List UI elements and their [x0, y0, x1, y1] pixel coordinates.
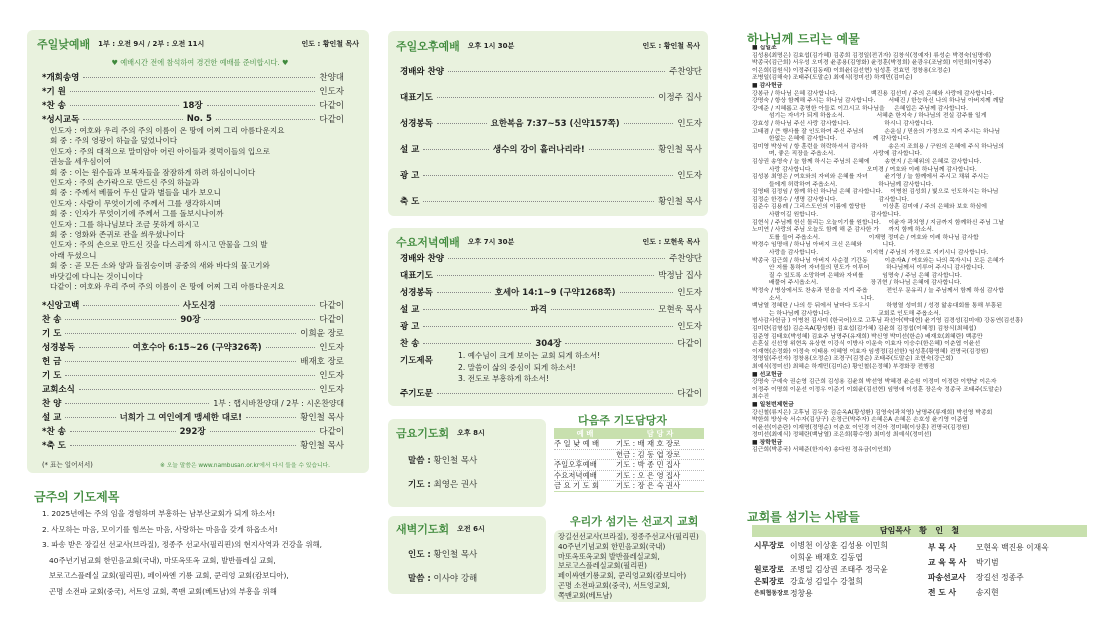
sunday-morning-notice: ♥ 예배시간 전에 참석하여 경건한 예배를 준비합시다. ♥	[111, 58, 289, 67]
order-row: *개회송영 찬양대	[42, 73, 344, 83]
order-row: 성경봉독 호세아 14:1~9 (구약1268쪽) 인도자	[400, 288, 703, 298]
offering-list: ■ 십일조 김성용(최명은) 김효섭(김가혜) 김종희 김정일(전귀자) 김창식(정예자) 류성순 박경숙(임명애) 박종국(김근희) 서우성 오미경 윤종용(김영화) 윤정훈(박정희) 윤광우(조남희) 이민희(이영주) 이은희(김원식) 이정주(김동래) 이희윤(김선현) 임성훈 전효민 정창용(오정순) 조병일(김해숙) 조태주(도말순) 최예식(정미선) 하계민(김미순) ■ 감사헌금 강봉규 / 하나님 은혜 감사합니다. 백진용 김선미 / 주의 은혜와 사랑에 감사합니다. 강명숙 / 항상 함께해 주시는 하나님 감사합니다. 서태진 / 한능하신 나의 하나님 아버지께 깨달 강예준 / 지혜롭고 총명한 아들로 이끄시고 하나님을 은혜입은 주님께 감사합니다. 섬기는 자녀가 되게 하옵소서. 서혜춘 한지숙 / 하나님의 전실 감주를 일게 강효성 / 하나님 주신 사랑 감사합니다. 하시니 감사합니다. 고태겸 / 큰 행사를 잘 인도하여 주신 주님의 손운실 / 믿음의 가정으로 지켜 주시는 하나님 한없는 은혜에 감사합니다. 께 감사합니다. 김미영 박상익 / 항 훈런을 허락하셔서 감사하 송은지 조희용 / 구원의 은혜에 주식 하나님의 며, 좋은 직장을 주옵소서. 사랑에 감사합니다. 김상권 송영숙 / 늘 함께 하시는 주님의 은혜에 송현지 / 은혜위의 은혜로 감사합니다. 사랑 감사합니다. 오미경 / 여호와 이레 하나님께 감사합니다. 김성봉 최영은 / 여호와의 자비와 은혜를 자녀 윤기영 / 늘 함께에서 주시고 채워 주시는 들에게 허락하여 주옵소서. 하나님께 감사합니다. 김영태 김정임 / 함께 하신 하나님 은혜 감사합니다. 이병천 김성희 / 빛으로 인도하시는 하나님 김정순 한경수 / 생명 감사합니다. 감사합니다. 김준수 김용례 / 그리스도인의 이름에 합당한 이상훈 김미애 / 주의 은혜와 보호 하심에 사람이길 원합니다. 감사합니다. 김현식 / 주님께 헌신 돌리는 오늘이기를 원합니다. 이윤자 곽치영 / 지금까지 함께하신 주님 그날 노미연 / 사랑의 주님 오늘도 함께 해 준 감사한 가 까지 함께 하소서. 도를 들어 주옵소서. 이재명 정미순 / 여호와 이레 하나님 감사합 박경수 임명애 / 하나님 아버지 크신 은혜와 니다. 사랑을 감사합니다. 이지혁 / 주님의 가정으로 지키시니 감사합니다. 박종국 김근희 / 하나님 아버지 사순절 기간동 이춘자A / 여호와는 나의 목자시니 모든 은혜가 안 저를 통하여 자녀들의 믿도가 이루어 하나님께서 이루어 주시니 감사합니다. 질 수 있도록 소망하며 은혜와 자비를 임명숙 / 주님 은혜 감사합니다. 배풀어 주시옵소서. 장귀현 / 하나님 은혜에 감사합니다. 박정숙 / 병상에서도 찬송과 믿음을 지켜 주옵 전인우 문유리 / 늘 주님께서 함께 하심 감사합 소서. 니다. 백남열 정혜란 / 나의 등 뒤에서 날마다 도우시 하형열 성미희 / 성경 앎송대회를 통해 부흥된 는 하나님께 감사합니다. 교회로 인도해 주옵소서. 범사감사헌금 ) 이병천 김사미 (한국어)으로 고후님 곽선아(박대현) 윤기영 김경성(김미애) 강동연(김선흥) 김미란(김형섭) 김순옥A(황성환) 김효섭(김가혜) 김윤희 김정섭(이혜정) 김창식(최혜섭) 김준영 김태호(박성혜) 김효주 남명주(유재희) 박신영 박미선(한순) 배재호(최혜란) 백종만 손혼실 신선영 위현옥 유상현 이강식 이방사 이운숙 이효자 이승수(한은혜) 이춘엽 이윤선 이재혁(손정화) 이정숙 이태용 이혜영 이효자 임생정(김선한) 임성훈(황명혜) 전명국(김정원) 정명일(주선자) 정창용(오정순) 조경구(김정순) 조태주(도말순) 조현숙(강근회) 최예식(정미선) 최혜순 하계민(김미순) 황인철(은정혜) 부경화장 전행점 ■ 선교헌금 강명숙 구예숙 권순영 김근희 김성용 김윤희 박선영 박혜경 윤순원 이정미 이정란 이향남 이은자 이정주 이명희 이운선 이정우 이준기 이회윤(김선현) 임명애 이성훈 장은숙 정종국 조태주(도말순) 최수진 ■ 일천번제헌금 강신철(류지은) 고후님 김두웅 김순옥A(황성환) 김영숙(곽치영) 남명주(류재희) 박선영 박종회 박한희 방상숙 서수자(김상구) 손정근(박주자) 손혜은A 손혜은 손호성 윤기영 이준엽 이윤선(이춘란) 이재명(정명순) 이춘호 이인경 이진아 정미혜(이상훈) 전명국(김정원) 정미선(최예식) 정혜란(백남열) 조은희(황수영) 최미성 최예식(정미선) ■ 장학헌금 김근희(박종국) 서혜준(한지숙) 송다원 정유금(이인희)	[752, 45, 1023, 454]
order-row: *성시교독 No. 5 다같이	[42, 114, 344, 125]
friday-prayer: 기도 : 최영은 권사	[408, 480, 478, 490]
order-row: *찬 송 18장 다같이	[42, 101, 345, 111]
order-row: 교회소식 인도자	[42, 385, 344, 395]
servants-header: 담임목사 황 인 철	[752, 525, 1087, 537]
order-row: 광 고 인도자	[400, 171, 702, 181]
dawn-header: 새벽기도회 오전 6시	[396, 523, 485, 536]
order-row: 대표기도 이정주 집사	[400, 93, 702, 103]
friday-header: 금요기도회 오후 8시	[396, 427, 485, 440]
responsive-reading: 인도자 : 여호와 우리 주의 주의 이름이 온 땅에 어찌 그리 아름다운지요 회 중 : 주의 영광이 하늘을 덮었나이다 인도자 : 주의 대적으로 말미암아 어린 아이들과 젖먹이들의 입으로 권능을 세우심이여 회 중 : 이는 원수들과 보복자들을 잠잠하게 하려 하심이니이다 인도자 : 주의 손가락으로 만드신 주의 하늘과 회 중 : 주께서 베풀어 두신 달과 별들을 내가 보오니 인도자 : 사람이 무엇이기에 주께서 그를 생각하시며 회 중 : 인자가 무엇이기에 주께서 그를 돌보시나이까 인도자 : 그를 하나님보다 조금 못하게 하시고 회 중 : 영화와 존귀로 관을 씌우셨나이다 인도자 : 주의 손으로 만드신 것을 다스리게 하시고 만물을 그의 발 아래 두셨으니 회 중 : 곧 모든 소와 양과 들짐승이며 공중의 새와 바다의 물고기와 바닷길에 다니는 것이니이다 다같이 : 여호와 우리 주여 주의 이름이 온 땅에 어찌 그리 아름다운지요	[50, 126, 285, 292]
offering-title: 하나님께 드리는 예물	[747, 32, 860, 46]
sunday-morning-presider: 인도 : 황인철 목사	[301, 40, 359, 48]
order-row: *기 원 인도자	[42, 87, 344, 97]
servants-right: 부 목 사 모현욱 백진용 이재욱 교 육 목 사 박기범 파송선교사 장길선 정종주 전 도 사 송지현	[928, 543, 1049, 597]
missions-title: 우리가 섬기는 선교지 교회	[570, 515, 699, 528]
order-row: *축 도 황인철 목사	[42, 441, 344, 451]
wednesday-prayer-label: 기도제목	[400, 356, 433, 366]
order-row: 헌 금 배재호 장로	[42, 357, 344, 367]
next-week-table: 예 배 담 당 자 주 일 낮 예 배 기도 : 배 재 호 장로 헌금 : 김 동 엽 장로 주일오후예배 기도 : 박 종 민 집사 수요저녁예배 기도 : 오 은 영 집사 금 요 기 도 회 기도 : 장 은 숙 권사	[554, 428, 704, 492]
order-row: 축 도 황인철 목사	[400, 197, 702, 207]
next-week-title: 다음주 기도담당자	[578, 414, 667, 427]
wednesday-prayer-list: 1. 예수님이 크게 보이는 교회 되게 하소서! 2. 말씀이 삶의 중심이 되게 하소서! 3. 전도로 부흥하게 하소서!	[458, 351, 601, 383]
dawn-word: 말씀 : 이사야 강해	[408, 574, 478, 584]
order-row: 성경봉독 요한복음 7:37~53 (신약157쪽) 인도자	[400, 119, 703, 129]
order-row: 대표기도 박정남 집사	[400, 271, 702, 281]
sunday-morning-order-1	[42, 70, 344, 130]
prayer-topics-title: 금주의 기도제목	[34, 490, 120, 504]
order-row: 기 도 인도자	[42, 371, 344, 381]
servants-title: 교회를 섬기는 사람들	[747, 510, 860, 524]
sunday-morning-header	[37, 36, 359, 52]
order-row: 설 교 너희가 그 여인에게 맹세한 대로! 황인철 목사	[42, 413, 344, 423]
order-row: 성경봉독 여호수아 6:15~26 (구약326쪽) 인도자	[42, 343, 345, 353]
order-row: 찬 송 90장 다같이	[42, 315, 345, 325]
order-row: 설 교 파격 모현욱 목사	[400, 305, 702, 315]
order-row: 기 도 이희윤 장로	[42, 329, 344, 339]
order-row: 찬 양 1부 : 햅시바찬양대 / 2부 : 시온찬양대	[42, 398, 344, 409]
order-row: 경배와 찬양 주찬양단	[400, 254, 702, 264]
servants-left: 시무장로 이병천 이상훈 김성용 이민희 이희윤 배재호 김동엽 원로장로 조병일 김상권 조태주 정국윤 은퇴장로 강효성 김일수 강철희 은퇴협동장로 정창용	[754, 541, 888, 598]
sunday-morning-title: 주일낮예배	[37, 38, 91, 51]
order-row: 경배와 찬양 주찬양단	[400, 67, 702, 77]
stand-note: (* 표는 일어서서)	[42, 461, 93, 469]
order-row: 찬 송 304장 다같이	[400, 339, 702, 349]
wednesday-header: 수요저녁예배 오후 7시 30분 인도 : 모현욱 목사	[396, 236, 700, 249]
order-row: *신앙고백 사도신경 다같이	[42, 301, 345, 311]
friday-sermon: 말씀 : 황인철 목사	[408, 456, 478, 466]
sunday-afternoon-header: 주일오후예배 오후 1시 30분 인도 : 황인철 목사	[396, 40, 700, 53]
order-row: *찬 송 292장 다같이	[42, 427, 344, 437]
missions-list: 장길선선교사(브라질), 정종주선교사(필리핀) 40주년기념교회 한민음교회(국내) 마또옥또옥교회 발반플레실교회, 보로고스플레실교회(필리핀) 페이싸엔기룡교회, 쿤리엉교회(캄보디아) 곤명 소전파교회(중국), 서트엉교회, 쪽맨교회(베트남)	[558, 532, 699, 600]
order-row: 광 고 인도자	[400, 322, 702, 332]
sunday-morning-order-2	[42, 298, 344, 458]
sunday-morning-times: 1부 : 오전 9시 / 2부 : 오전 11시	[98, 40, 205, 48]
dawn-lead: 인도 : 황인철 목사	[408, 550, 478, 560]
prayer-topics-list: 1. 2025년에는 주의 임을 경험하며 부흥하는 남부산교회가 되게 하소서! 2. 사모하는 마음, 모이기를 힘쓰는 마음, 사랑하는 마음을 갖게 하옵소서! 3. 파송 받은 장길선 선교사(브라질), 정종주 선교사(필리핀)의 현지사역과 건강을 위해, 40주년기념교회 한민음교회(국내), 마또옥또옥 교회, 발반플레실 교회, 보로고스플레실 교회(필리핀), 페이싸엔 기룡 교회, 쿤리엉 교회(캄보디아), 곤명 소전파 교회(중국), 서트엉 교회, 쪽맨 교회(베트남)의 부흥을 위해	[42, 509, 323, 596]
sermon-web-note: ※ 오늘 말씀은 www.nambusan.or.kr에서 다시 들을 수 있습니다.	[160, 463, 331, 469]
order-row: 설 교 생수의 강이 흘러나리라! 황인철 목사	[400, 145, 702, 155]
